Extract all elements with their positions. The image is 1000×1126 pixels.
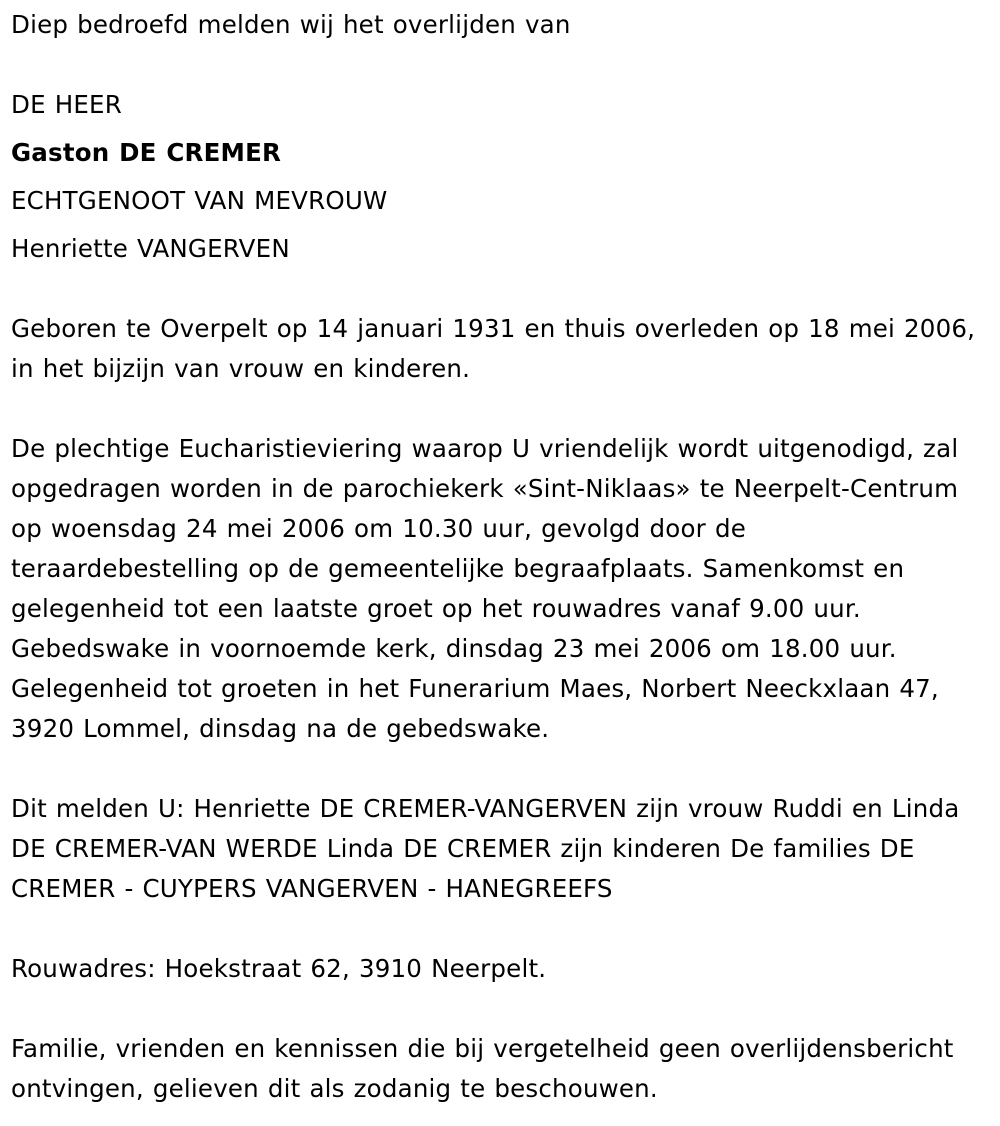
ceremony-paragraph: De plechtige Eucharistieviering waarop U vriendelijk wordt uitgenodigd, zal opgedragen worden in de parochiekerk «Sint-Niklaas» te Neerpelt-Centrum op woensdag 24 mei 2006 om 10.30 uur, gevolgd door de teraardebestelling op de gemeentelijke begraafplaats. Samenkomst en gelegenheid tot een laatste groet op het rouwadres vanaf 9.00 uur. Gebedswake in voornoemde kerk, dinsdag 23 mei 2006 om 18.00 uur. Gelegenheid tot groeten in het Funerarium Maes, Norbert Neeckxlaan 47, 3920 Lommel, dinsdag na de gebedswake. (11, 434, 959, 743)
honorific: DE HEER (11, 90, 122, 119)
relation-text: ECHTGENOOT VAN MEVROUW (11, 186, 388, 215)
birth-death-paragraph: Geboren te Overpelt op 14 januari 1931 en thuis overleden op 18 mei 2006, in het bijzijn van vrouw en kinderen. (11, 314, 976, 383)
announced-by-paragraph: Dit melden U: Henriette DE CREMER-VANGERVEN zijn vrouw Ruddi en Linda DE CREMER-VAN WERDE Linda DE CREMER zijn kinderen De families DE CREMER - CUYPERS VANGERVEN - HANEGREEFS (11, 794, 960, 903)
spouse-name: Henriette VANGERVEN (11, 234, 290, 263)
mourning-address: Rouwadres: Hoekstraat 62, 3910 Neerpelt. (11, 954, 547, 983)
closing-paragraph: Familie, vrienden en kennissen die bij vergetelheid geen overlijdensbericht ontvingen, gelieven dit als zodanig te beschouwen. (11, 1034, 954, 1103)
intro-text: Diep bedroefd melden wij het overlijden van (11, 10, 571, 39)
deceased-name: Gaston DE CREMER (11, 138, 282, 167)
